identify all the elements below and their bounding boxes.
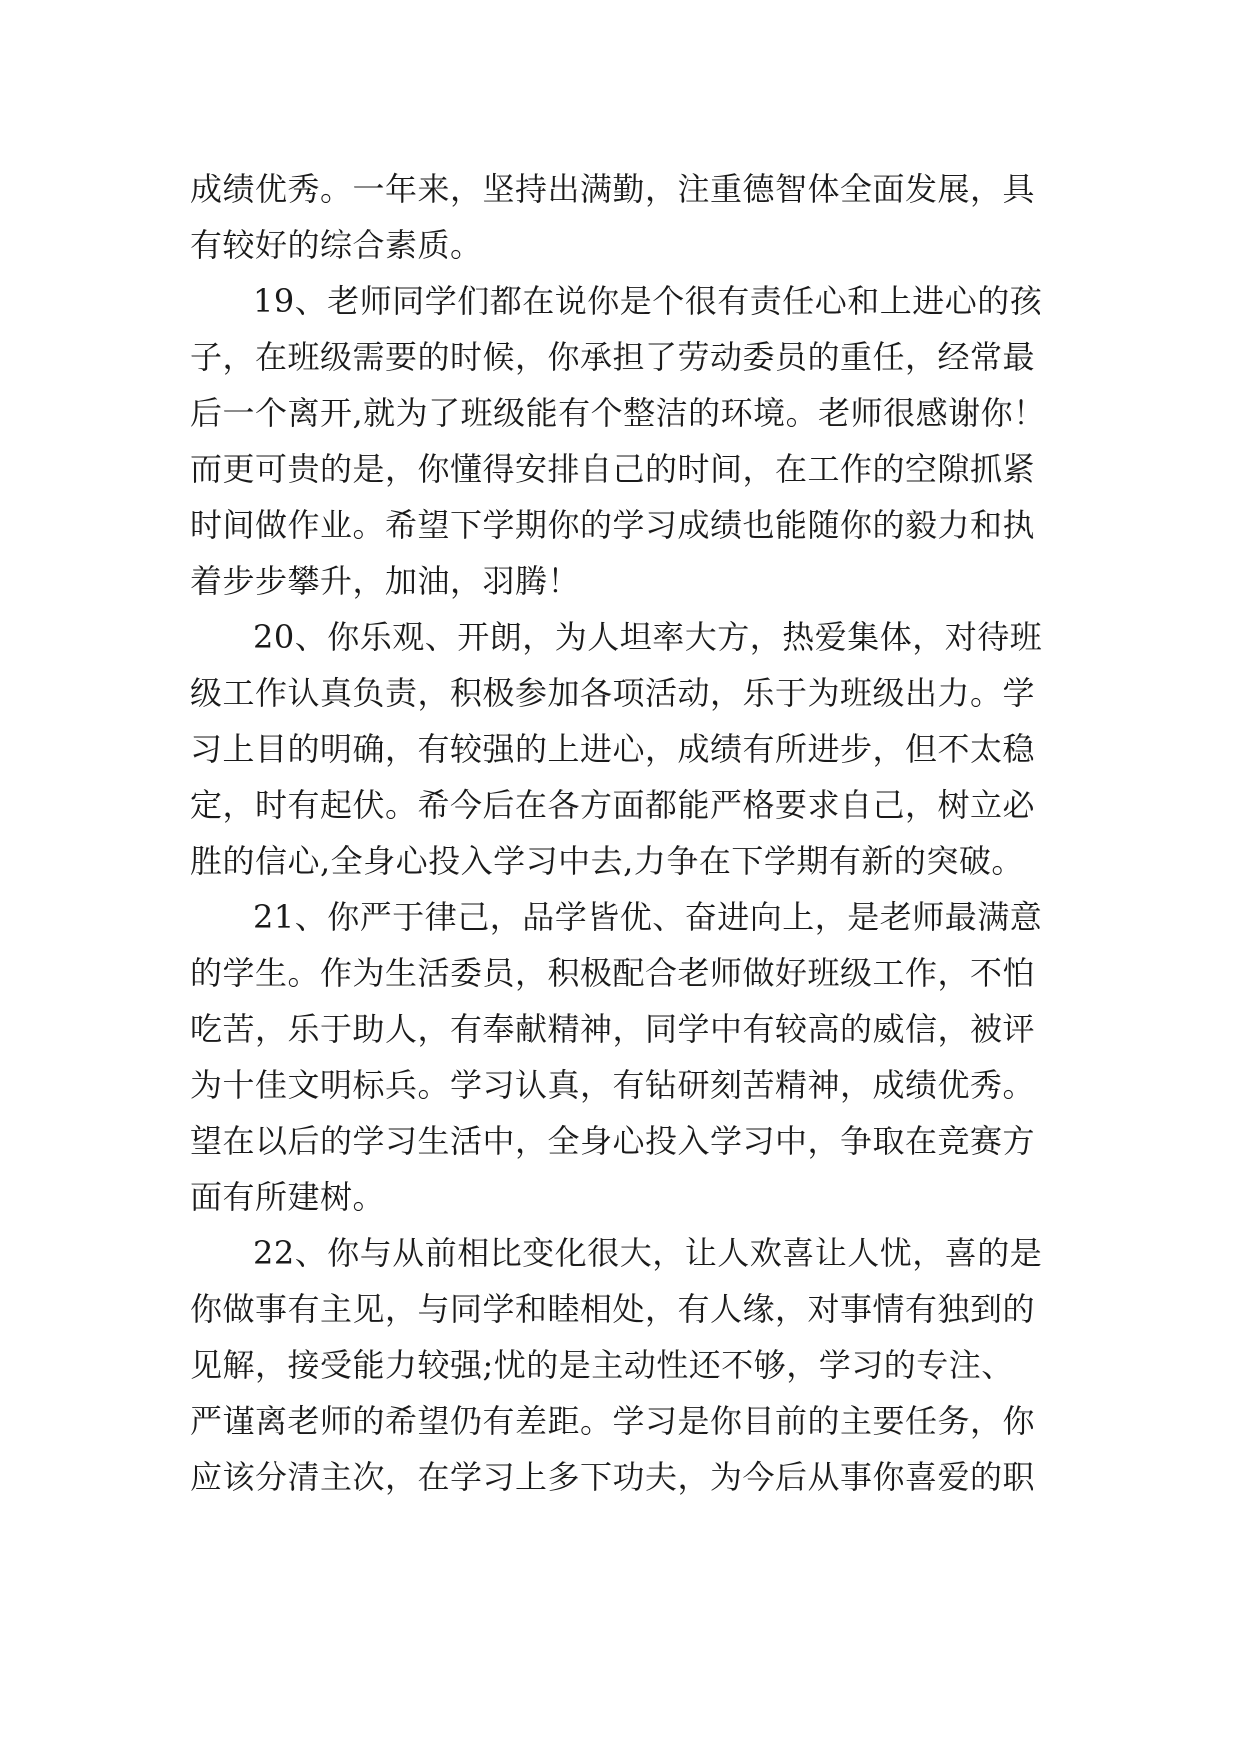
text-line: 后一个离开,就为了班级能有个整洁的环境。老师很感谢你！ — [190, 394, 1046, 432]
text-line: 吃苦，乐于助人，有奉献精神，同学中有较高的威信，被评 — [190, 1010, 1036, 1048]
text-line: 你做事有主见，与同学和睦相处，有人缘，对事情有独到的 — [190, 1290, 1036, 1328]
text-line: 面有所建树。 — [190, 1178, 386, 1216]
text-line: 时间做作业。希望下学期你的学习成绩也能随你的毅力和执 — [190, 506, 1036, 544]
text-line: 严谨离老师的希望仍有差距。学习是你目前的主要任务，你 — [190, 1402, 1036, 1440]
text-line: 的学生。作为生活委员，积极配合老师做好班级工作，不怕 — [190, 954, 1036, 992]
text-line: 级工作认真负责，积极参加各项活动，乐于为班级出力。学 — [190, 674, 1036, 712]
text-line: 子，在班级需要的时候，你承担了劳动委员的重任，经常最 — [190, 338, 1036, 376]
text-line: 应该分清主次，在学习上多下功夫，为今后从事你喜爱的职 — [190, 1458, 1036, 1496]
text-line: 20、你乐观、开朗，为人坦率大方，热爱集体，对待班 — [253, 618, 1043, 656]
text-line: 胜的信心,全身心投入学习中去,力争在下学期有新的突破。 — [190, 842, 1024, 880]
text-line: 望在以后的学习生活中，全身心投入学习中，争取在竞赛方 — [190, 1122, 1036, 1160]
text-line: 为十佳文明标兵。学习认真，有钻研刻苦精神，成绩优秀。 — [190, 1066, 1036, 1104]
text-line: 19、老师同学们都在说你是个很有责任心和上进心的孩 — [253, 282, 1043, 320]
text-line: 22、你与从前相比变化很大，让人欢喜让人忧，喜的是 — [253, 1234, 1043, 1272]
text-line: 成绩优秀。一年来，坚持出满勤，注重德智体全面发展，具 — [190, 170, 1036, 208]
text-line: 定，时有起伏。希今后在各方面都能严格要求自己，树立必 — [190, 786, 1036, 824]
text-line: 着步步攀升，加油，羽腾！ — [190, 562, 581, 600]
text-line: 而更可贵的是，你懂得安排自己的时间，在工作的空隙抓紧 — [190, 450, 1036, 488]
text-line: 习上目的明确，有较强的上进心，成绩有所进步，但不太稳 — [190, 730, 1036, 768]
text-line: 有较好的综合素质。 — [190, 226, 483, 264]
text-line: 21、你严于律己，品学皆优、奋进向上，是老师最满意 — [253, 898, 1043, 936]
text-line: 见解，接受能力较强;忧的是主动性还不够，学习的专注、 — [190, 1346, 1014, 1384]
